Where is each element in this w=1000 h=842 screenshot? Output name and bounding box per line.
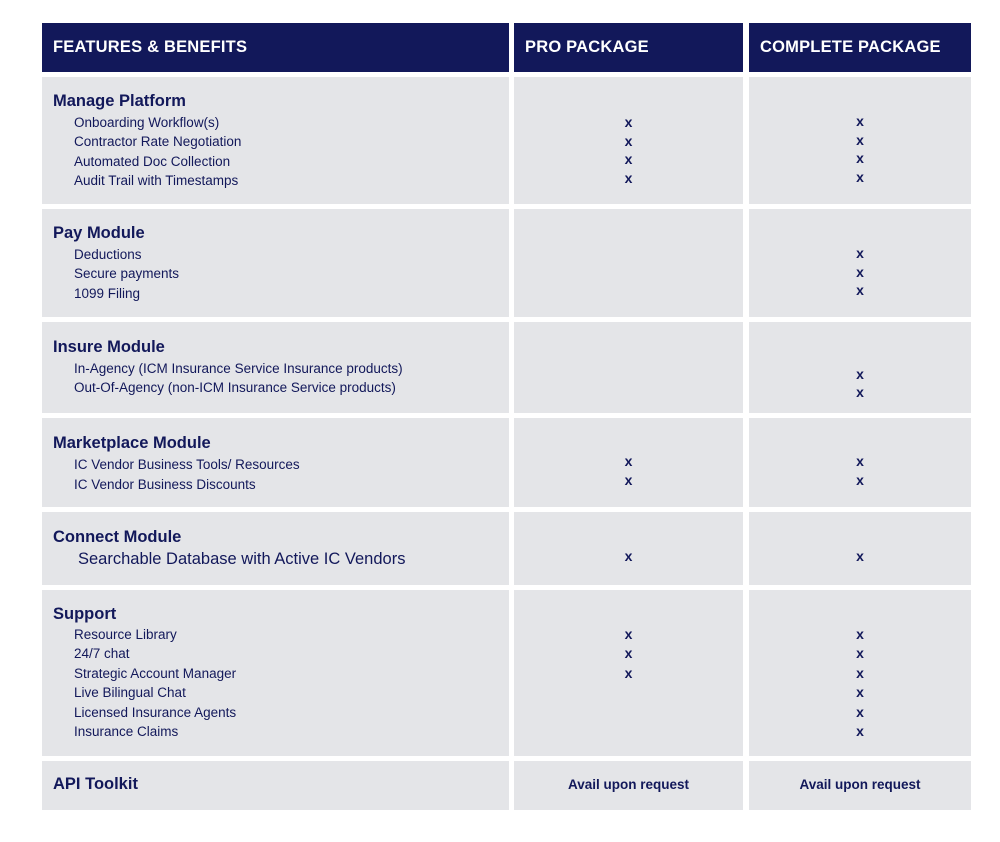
header-complete-label: COMPLETE PACKAGE bbox=[760, 38, 941, 56]
check-mark: x bbox=[624, 453, 633, 469]
check-mark: x bbox=[856, 384, 864, 400]
feature-item: In-Agency (ICM Insurance Service Insurance products) bbox=[74, 361, 403, 376]
header-pro-package bbox=[514, 23, 743, 72]
header-features-label: FEATURES & BENEFITS bbox=[53, 38, 248, 56]
header-complete-package bbox=[749, 23, 971, 72]
check-mark: x bbox=[624, 626, 633, 642]
row-marketplace-module-pro bbox=[514, 418, 743, 507]
feature-item: 1099 Filing bbox=[74, 286, 141, 301]
check-mark: x bbox=[856, 645, 864, 661]
section-title: Connect Module bbox=[53, 528, 182, 546]
feature-item: Searchable Database with Active IC Vendors bbox=[78, 550, 406, 568]
row-connect-module-features bbox=[42, 512, 509, 585]
section-title: Manage Platform bbox=[53, 92, 186, 110]
availability-note: Avail upon request bbox=[799, 777, 921, 792]
feature-item: Strategic Account Manager bbox=[74, 666, 237, 681]
check-mark: x bbox=[856, 453, 864, 469]
feature-item: Audit Trail with Timestamps bbox=[74, 173, 239, 188]
feature-item: Insurance Claims bbox=[74, 724, 179, 739]
row-connect-module-pro bbox=[514, 512, 743, 585]
feature-item: Contractor Rate Negotiation bbox=[74, 134, 242, 149]
feature-item: Secure payments bbox=[74, 266, 180, 281]
row-support-complete bbox=[749, 590, 971, 756]
check-mark: x bbox=[624, 114, 633, 130]
row-insure-module-complete bbox=[749, 322, 971, 413]
row-support-pro bbox=[514, 590, 743, 756]
check-mark: x bbox=[624, 170, 633, 186]
check-mark: x bbox=[856, 264, 864, 280]
check-mark: x bbox=[856, 723, 864, 739]
check-mark: x bbox=[856, 548, 864, 564]
check-mark: x bbox=[624, 548, 633, 564]
check-mark: x bbox=[856, 169, 864, 185]
row-insure-module-pro bbox=[514, 322, 743, 413]
check-mark: x bbox=[624, 133, 633, 149]
row-api-toolkit-pro bbox=[514, 761, 743, 810]
feature-item: Live Bilingual Chat bbox=[74, 685, 186, 700]
section-title: Pay Module bbox=[53, 224, 145, 242]
feature-item: IC Vendor Business Discounts bbox=[74, 477, 256, 492]
feature-item: 24/7 chat bbox=[74, 646, 130, 661]
check-mark: x bbox=[856, 245, 864, 261]
row-insure-module-features bbox=[42, 322, 509, 413]
row-pay-module-features bbox=[42, 209, 509, 317]
feature-item: Deductions bbox=[74, 247, 142, 262]
row-support-features bbox=[42, 590, 509, 756]
check-mark: x bbox=[856, 366, 864, 382]
feature-item: Resource Library bbox=[74, 627, 177, 642]
check-mark: x bbox=[624, 472, 633, 488]
header-pro-label: PRO PACKAGE bbox=[525, 38, 649, 56]
check-mark: x bbox=[856, 150, 864, 166]
section-title: Insure Module bbox=[53, 338, 165, 356]
check-mark: x bbox=[624, 151, 633, 167]
row-marketplace-module-complete bbox=[749, 418, 971, 507]
availability-note: Avail upon request bbox=[567, 777, 690, 792]
feature-item: Licensed Insurance Agents bbox=[74, 705, 237, 720]
check-mark: x bbox=[856, 472, 864, 488]
section-title: Support bbox=[53, 605, 117, 623]
check-mark: x bbox=[856, 113, 864, 129]
section-title: API Toolkit bbox=[53, 775, 138, 793]
row-connect-module-complete bbox=[749, 512, 971, 585]
check-mark: x bbox=[856, 132, 864, 148]
row-pay-module-pro bbox=[514, 209, 743, 317]
check-mark: x bbox=[856, 684, 864, 700]
row-manage-platform-complete bbox=[749, 77, 971, 204]
feature-item: Automated Doc Collection bbox=[74, 154, 231, 169]
row-api-toolkit-features bbox=[42, 761, 509, 810]
header-features bbox=[42, 23, 509, 72]
check-mark: x bbox=[856, 626, 864, 642]
section-title: Marketplace Module bbox=[53, 434, 211, 452]
row-manage-platform-pro bbox=[514, 77, 743, 204]
row-marketplace-module-features bbox=[42, 418, 509, 507]
check-mark: x bbox=[624, 645, 633, 661]
feature-item: Onboarding Workflow(s) bbox=[74, 115, 220, 130]
feature-item: IC Vendor Business Tools/ Resources bbox=[74, 457, 300, 472]
feature-item: Out-Of-Agency (non-ICM Insurance Service products) bbox=[74, 380, 396, 395]
check-mark: x bbox=[856, 665, 864, 681]
check-mark: x bbox=[856, 282, 864, 298]
row-api-toolkit-complete bbox=[749, 761, 971, 810]
row-pay-module-complete bbox=[749, 209, 971, 317]
check-mark: x bbox=[856, 704, 864, 720]
check-mark: x bbox=[624, 665, 633, 681]
row-manage-platform-features bbox=[42, 77, 509, 204]
